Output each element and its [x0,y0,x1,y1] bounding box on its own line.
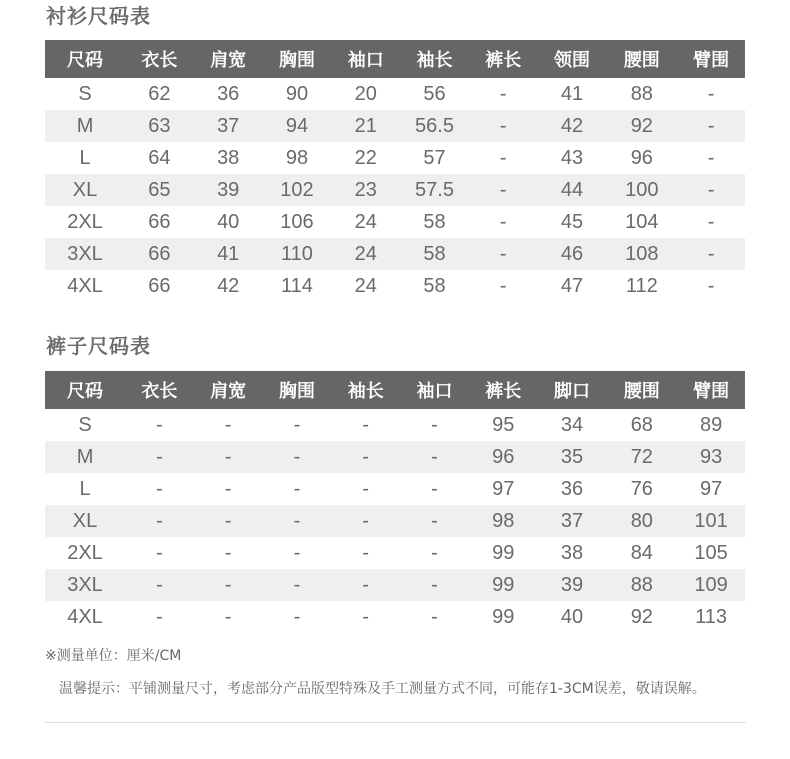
size-cell: 4XL [67,274,103,297]
measurement-cell: 40 [217,210,240,233]
measurement-cell: 58 [400,238,469,270]
measurement-cell: 114 [281,274,313,297]
column-header: 袖长 [400,40,469,78]
table-row [45,238,745,270]
measurement-cell: 97 [492,477,515,500]
measurement-cell: 90 [285,82,309,105]
measurement-cell: - [400,569,469,601]
column-header: 胸围 [263,371,332,409]
measurement-cell: - [400,441,469,473]
measurement-cell: 46 [538,238,607,270]
measurement-cell: 66 [125,238,194,270]
measurement-cell: 92 [606,110,677,142]
measurement-cell: - [499,210,507,233]
pants-table-body [45,409,745,633]
table-row [45,473,745,505]
measurement-cell: 108 [606,238,677,270]
size-cell: XL [45,174,125,206]
measurement-cell: 58 [423,274,446,297]
measurement-cell: 57.5 [400,174,469,206]
measurement-cell: - [331,505,400,537]
measurement-cell: 42 [538,110,607,142]
table-row [45,174,745,206]
measurement-cell: 63 [125,110,194,142]
column-header: 衣长 [125,371,194,409]
measurement-cell: - [499,146,507,169]
measurement-cell: - [263,441,332,473]
measurement-cell: 99 [469,569,538,601]
measurement-cell: - [707,210,715,233]
column-header: 肩宽 [194,371,263,409]
size-cell: 3XL [45,238,125,270]
measurement-cell: 38 [217,146,240,169]
measurement-cell: - [293,413,301,436]
size-cell: L [79,146,91,169]
measurement-cell: 24 [354,274,377,297]
measurement-cell: - [469,238,538,270]
measurement-cell: 76 [630,477,653,500]
measurement-cell: 56 [423,82,446,105]
table-row [45,569,745,601]
measurement-cell: - [707,146,715,169]
measurement-cell: 38 [560,541,584,564]
measurement-cell: 66 [148,210,171,233]
shirt-size-chart-title: 衬衫尺码表 [46,4,151,28]
column-header: 袖口 [331,40,400,78]
table-row [45,142,745,174]
measurement-cell: 84 [630,541,653,564]
measurement-cell: 62 [148,82,171,105]
pants-table-header [45,371,745,409]
measurement-cell: - [156,413,163,436]
measurement-cell: - [263,505,332,537]
size-cell: 3XL [45,569,125,601]
measurement-cell: - [293,477,301,500]
table-row [45,409,745,441]
measurement-cell: 37 [538,505,607,537]
measurement-cell: 89 [699,413,723,436]
measurement-cell: - [431,541,438,564]
measurement-cell: - [499,82,507,105]
measurement-cell: - [156,477,163,500]
measurement-cell: 24 [331,238,400,270]
pants-size-table [45,371,745,633]
measurement-cell: - [194,505,263,537]
measurement-cell: 72 [606,441,677,473]
size-cell: S [78,82,92,105]
bottom-divider [45,722,746,723]
measurement-cell: 109 [677,569,745,601]
column-header: 臂围 [677,371,745,409]
measurement-cell: 99 [492,541,515,564]
column-header: 腰围 [606,40,677,78]
measurement-cell: 97 [699,477,723,500]
measurement-cell: 39 [538,569,607,601]
measurement-cell: 35 [538,441,607,473]
measurement-cell: - [469,174,538,206]
measurement-cell: 104 [625,210,659,233]
measurement-cell: - [400,505,469,537]
column-header: 胸围 [263,40,332,78]
measurement-cell: 80 [606,505,677,537]
table-row [45,206,745,238]
column-header: 臂围 [677,40,745,78]
measurement-cell: 88 [630,82,653,105]
measurement-cell: 94 [263,110,332,142]
measurement-cell: 93 [677,441,745,473]
measurement-cell: - [331,569,400,601]
measurement-cell: - [362,413,370,436]
measurement-cell: 96 [469,441,538,473]
measurement-cell: - [677,238,745,270]
measurement-cell: 98 [469,505,538,537]
size-cell: 2XL [67,541,103,564]
measurement-cell: 100 [606,174,677,206]
column-header: 尺码 [45,371,125,409]
size-cell: L [79,477,91,500]
column-header: 领围 [538,40,607,78]
measurement-cell: - [469,110,538,142]
measurement-cell: 113 [695,605,728,628]
measurement-cell: 99 [492,605,515,628]
measurement-cell: 40 [560,605,584,628]
measurement-cell: - [431,413,438,436]
measurement-cell: - [125,505,194,537]
measurement-cell: 56.5 [400,110,469,142]
column-header: 袖口 [400,371,469,409]
measurement-cell: 41 [194,238,263,270]
measurement-cell: - [194,441,263,473]
measurement-cell: 21 [331,110,400,142]
table-row [45,537,745,569]
measurement-cell: 24 [354,210,377,233]
table-row [45,270,745,302]
column-header: 袖长 [331,371,400,409]
measurement-cell: 34 [560,413,584,436]
measurement-cell: - [224,605,232,628]
measurement-cell: 47 [560,274,584,297]
column-header: 脚口 [538,371,607,409]
table-row [45,78,745,110]
measurement-unit-note: ※测量单位：厘米/CM [45,648,182,664]
measurement-cell: - [362,477,370,500]
column-header: 尺码 [45,40,125,78]
measurement-cell: - [293,605,301,628]
table-row [45,505,745,537]
column-header: 衣长 [125,40,194,78]
measurement-cell: - [224,541,232,564]
measurement-cell: 68 [630,413,653,436]
table-row [45,441,745,473]
measurement-cell: 96 [630,146,653,169]
measurement-cell: - [707,274,715,297]
measurement-cell: 65 [125,174,194,206]
measurement-cell: 44 [538,174,607,206]
measurement-cell: 20 [354,82,377,105]
measurement-cell: - [431,477,438,500]
measurement-cell: - [431,605,438,628]
measurement-cell: 95 [492,413,515,436]
measurement-cell: 105 [694,541,728,564]
size-cell: M [45,441,125,473]
measurement-cell: - [707,82,715,105]
measurement-cell: - [156,541,163,564]
shirt-table-body [45,78,745,302]
measurement-cell: 110 [263,238,332,270]
measurement-cell: 58 [423,210,446,233]
measurement-cell: - [156,605,163,628]
measurement-tip-note: 温馨提示：平铺测量尺寸，考虑部分产品版型特殊及手工测量方式不同，可能存1-3CM误差，敬请误解。 [59,681,706,697]
measurement-cell: 98 [285,146,309,169]
measurement-cell: - [263,569,332,601]
measurement-cell: 42 [217,274,240,297]
measurement-cell: - [677,174,745,206]
measurement-cell: 57 [423,146,446,169]
size-cell: S [78,413,92,436]
measurement-cell: - [499,274,507,297]
measurement-cell: 112 [625,274,658,297]
size-cell: M [45,110,125,142]
measurement-cell: 66 [148,274,171,297]
measurement-cell: - [331,441,400,473]
measurement-cell: 23 [331,174,400,206]
column-header: 裤长 [469,40,538,78]
column-header: 肩宽 [194,40,263,78]
measurement-cell: 88 [606,569,677,601]
measurement-cell: - [293,541,301,564]
measurement-cell: - [125,441,194,473]
measurement-cell: 45 [560,210,584,233]
measurement-cell: 39 [194,174,263,206]
measurement-cell: - [224,413,232,436]
shirt-table-header [45,40,745,78]
shirt-size-table [45,40,745,302]
measurement-cell: 37 [194,110,263,142]
size-cell: 2XL [67,210,103,233]
table-row [45,601,745,633]
table-row [45,110,745,142]
pants-size-chart-title: 裤子尺码表 [46,334,151,358]
measurement-cell: 41 [560,82,584,105]
measurement-cell: - [677,110,745,142]
measurement-cell: - [362,605,370,628]
measurement-cell: 92 [630,605,653,628]
measurement-cell: 64 [148,146,171,169]
measurement-cell: 36 [560,477,584,500]
column-header: 腰围 [606,371,677,409]
measurement-cell: 101 [677,505,745,537]
measurement-cell: - [362,541,370,564]
measurement-cell: - [194,569,263,601]
size-cell: 4XL [67,605,103,628]
measurement-cell: 22 [354,146,377,169]
column-header: 裤长 [469,371,538,409]
measurement-cell: 102 [263,174,332,206]
measurement-cell: - [224,477,232,500]
measurement-cell: 43 [560,146,584,169]
size-cell: XL [45,505,125,537]
measurement-cell: 36 [217,82,240,105]
measurement-cell: 106 [280,210,314,233]
measurement-cell: - [125,569,194,601]
